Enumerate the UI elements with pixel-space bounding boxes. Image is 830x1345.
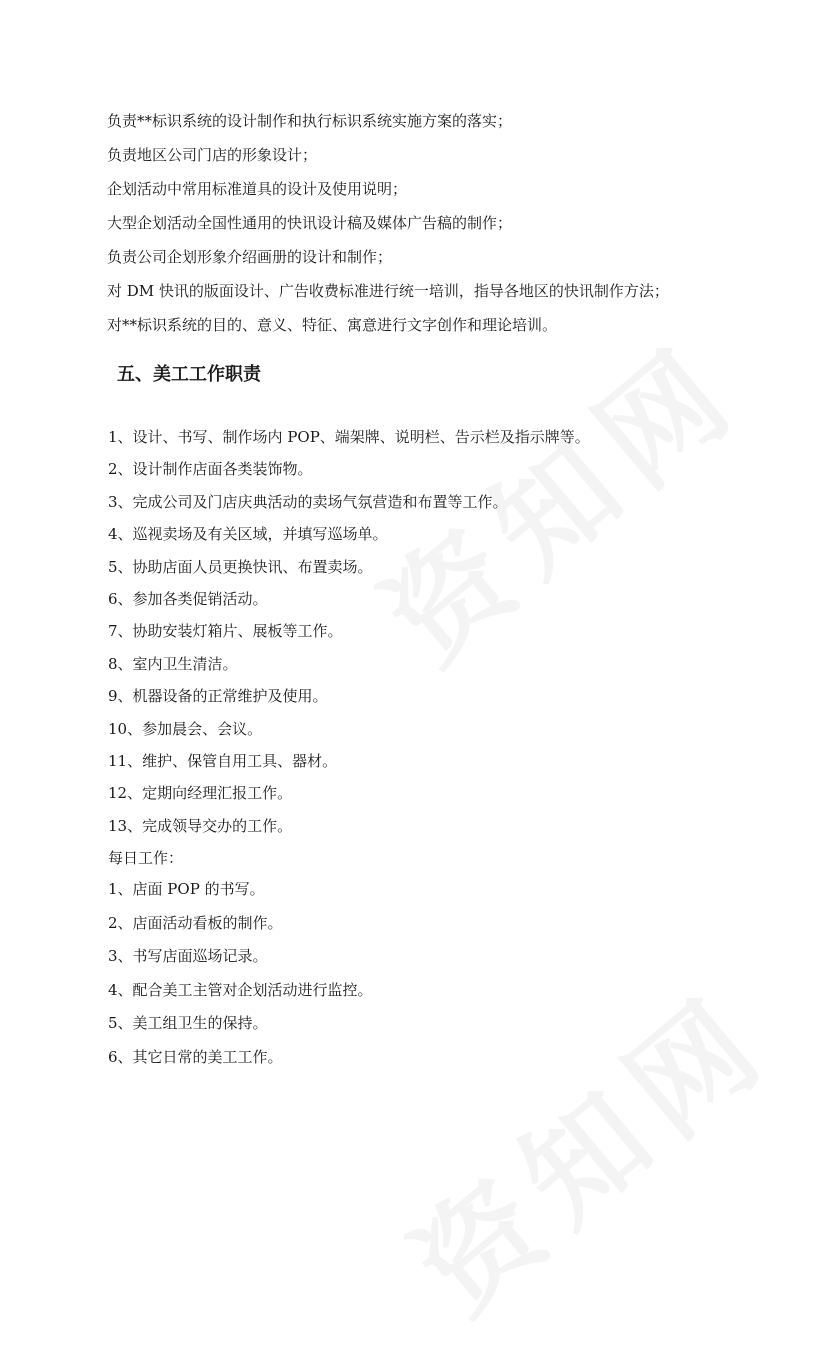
list-item: 5、协助店面人员更换快讯、布置卖场。 [108,557,373,576]
list-item: 1、设计、书写、制作场内 POP、端架牌、说明栏、告示栏及指示牌等。 [108,428,590,446]
list-item: 3、书写店面巡场记录。 [108,947,268,966]
list-item: 2、店面活动看板的制作。 [108,913,283,932]
list-item: 2、设计制作店面各类装饰物。 [108,460,313,479]
intro-line: 对 DM 快讯的版面设计、广告收费标准进行统一培训，指导各地区的快讯制作方法； [107,282,669,300]
intro-line: 对**标识系统的目的、意义、特征、寓意进行文字创作和理论培训。 [107,316,558,334]
list-item: 3、完成公司及门店庆典活动的卖场气氛营造和布置等工作。 [108,492,508,511]
list-item: 13、完成领导交办的工作。 [108,816,293,835]
list-item: 10、参加晨会、会议。 [108,719,263,738]
intro-paragraph [107,104,727,342]
list-item: 7、协助安装灯箱片、展板等工作。 [108,622,343,641]
daily-work-label: 每日工作： [108,849,184,867]
list-item: 4、巡视卖场及有关区域，并填写巡场单。 [108,525,388,544]
list-item: 11、维护、保管自用工具、器材。 [108,751,338,770]
intro-line: 负责公司企划形象介绍画册的设计和制作； [107,248,393,266]
list-item: 6、其它日常的美工工作。 [108,1047,283,1066]
intro-line: 负责地区公司门店的形象设计； [107,146,318,164]
intro-line: 企划活动中常用标准道具的设计及使用说明； [107,180,408,198]
duties-list [108,421,728,842]
section-title: 五、美工工作职责 [117,364,261,385]
intro-line: 负责**标识系统的设计制作和执行标识系统实施方案的落实； [107,112,513,130]
list-item: 6、参加各类促销活动。 [108,589,268,608]
list-item: 12、定期向经理汇报工作。 [108,784,293,803]
daily-work-list [108,873,728,1075]
intro-line: 大型企划活动全国性通用的快讯设计稿及媒体广告稿的制作； [107,214,513,232]
list-item: 9、机器设备的正常维护及使用。 [108,687,328,706]
list-item: 5、美工组卫生的保持。 [108,1014,268,1033]
list-item: 8、室内卫生清洁。 [108,654,238,673]
list-item: 4、配合美工主管对企划活动进行监控。 [108,980,373,999]
list-item: 1、店面 POP 的书写。 [108,880,265,898]
